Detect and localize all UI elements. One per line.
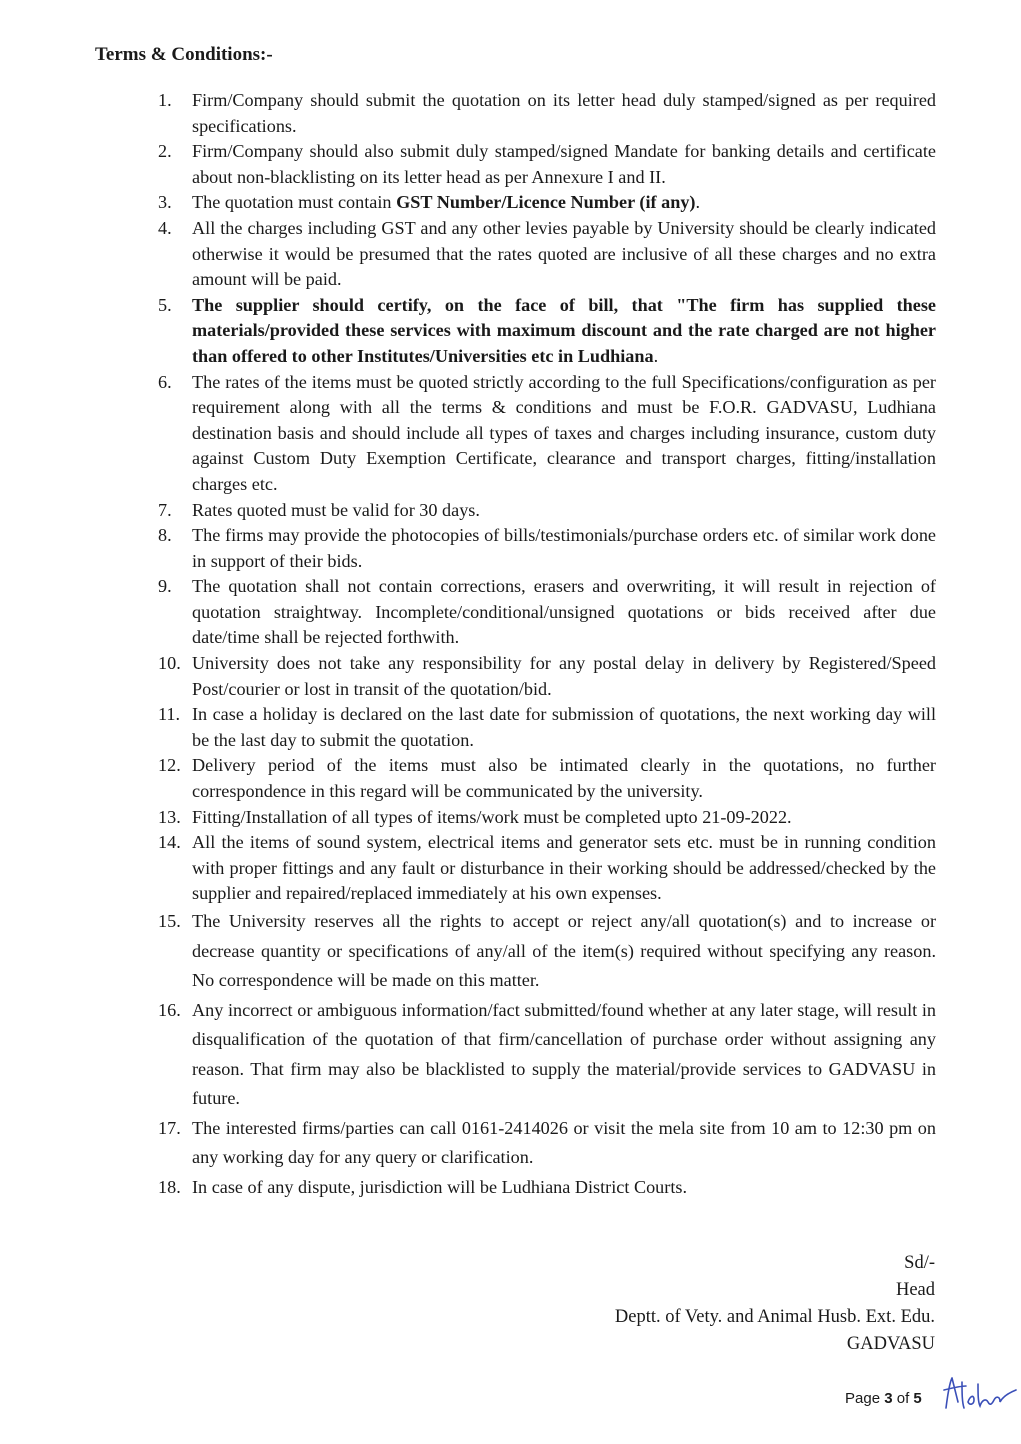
current-page: 3: [884, 1390, 893, 1407]
signature-title: Head: [895, 1280, 935, 1300]
term-number: 2.: [158, 141, 172, 162]
term-number: 11.: [158, 704, 181, 725]
term-item: [158, 651, 936, 702]
term-number: 14.: [158, 832, 181, 853]
term-text-bold: GST Number/Licence Number (if any): [396, 192, 696, 213]
term-number: 16.: [158, 999, 181, 1020]
term-item: [158, 293, 936, 370]
term-text: Firm/Company should submit the quotation on its letter head duly stamped/signed as per required specifications.: [192, 90, 936, 136]
signature-department: Deptt. of Vety. and Animal Husb. Ext. Edu.: [614, 1307, 935, 1327]
term-text-suffix: .: [653, 345, 659, 366]
term-text: In case a holiday is declared on the last date for submission of quotations, the next working day will be the last day to submit the quotation.: [192, 704, 936, 750]
term-item: [158, 523, 936, 574]
term-text: In case of any dispute, jurisdiction will be Ludhiana District Courts.: [192, 1176, 688, 1197]
handwritten-initials-icon: [940, 1372, 1018, 1416]
term-number: 7.: [158, 499, 172, 520]
term-number: 6.: [158, 371, 172, 392]
page-heading: Terms & Conditions:-: [95, 44, 273, 65]
total-pages: 5: [913, 1390, 922, 1407]
signature-block: [615, 1250, 935, 1358]
term-text: University does not take any responsibility for any postal delay in delivery by Registered/Speed Post/courier or lost in transit of the quotation/bid.: [192, 653, 936, 699]
signature-organization: GADVASU: [846, 1334, 935, 1354]
term-number: 4.: [158, 217, 172, 238]
term-text: The rates of the items must be quoted strictly according to the full Specifications/configuration as per requirement along with all the terms & conditions and must be F.O.R. GADVASU, Ludhiana destination basis and should include all types of taxes and charges including insurance, custom duty against Custom Duty Exemption Certificate, clearance and transport charges, fitting/installation charges etc.: [192, 371, 936, 494]
term-text: Any incorrect or ambiguous information/fact submitted/found whether at any later stage, will result in disqualification of the quotation of that firm/cancellation of purchase order without assigning any reason. That firm may also be blacklisted to supply the material/provide services to GADVASU in future.: [192, 999, 936, 1108]
term-item: [158, 996, 936, 1114]
signature-sd: Sd/-: [904, 1253, 935, 1273]
term-text: All the items of sound system, electrical items and generator sets etc. must be in running condition with proper fittings and any fault or disturbance in their working should be addressed/checked by the supplier and repaired/replaced immediately at his own expenses.: [192, 832, 936, 904]
term-number: 13.: [158, 806, 181, 827]
term-text: Delivery period of the items must also be intimated clearly in the quotations, no further correspondence in this regard will be communicated by the university.: [192, 755, 936, 802]
term-text: The quotation shall not contain corrections, erasers and overwriting, it will result in rejection of quotation straightway. Incomplete/conditional/unsigned quotations or bids received after due date/time shall be rejected forthwith.: [192, 576, 936, 648]
term-item: [158, 830, 936, 907]
term-item: [158, 190, 936, 216]
term-item: [158, 574, 936, 651]
term-text: The firms may provide the photocopies of bills/testimonials/purchase orders etc. of similar work done in support of their bids.: [192, 525, 936, 571]
term-item: [158, 702, 936, 753]
term-text: The interested firms/parties can call 0161-2414026 or visit the mela site from 10 am to 12:30 pm on any working day for any query or clarification.: [192, 1117, 936, 1167]
term-number: 8.: [158, 525, 172, 546]
term-number: 17.: [158, 1117, 181, 1138]
term-text-bold: The supplier should certify, on the face of bill, that "The firm has supplied these materials/provided these services with maximum discount and the rate charged are not higher than offered to other Institutes/Universities etc in Ludhiana: [192, 294, 936, 366]
page-word: Page: [845, 1390, 881, 1407]
term-item: [158, 88, 936, 139]
term-number: 3.: [158, 192, 172, 213]
term-item: [158, 753, 936, 804]
term-item: [158, 498, 936, 524]
term-item: [158, 907, 936, 996]
term-number: 1.: [158, 90, 172, 110]
term-number: 15.: [158, 911, 181, 931]
page-number: [845, 1390, 922, 1407]
term-text: All the charges including GST and any other levies payable by University should be clearly indicated otherwise it would be presumed that the rates quoted are inclusive of all these charges and no extra amount will be paid.: [192, 217, 936, 290]
term-item: [158, 370, 936, 498]
term-text-suffix: .: [695, 192, 701, 213]
term-item: [158, 1173, 936, 1203]
term-text: Rates quoted must be valid for 30 days.: [192, 499, 480, 520]
term-number: 18.: [158, 1176, 181, 1197]
term-text: The University reserves all the rights to accept or reject any/all quotation(s) and to increase or decrease quantity or specifications of any/all of the item(s) required without specifying any reason. No correspondence will be made on this matter.: [192, 911, 936, 990]
term-text: Fitting/Installation of all types of items/work must be completed upto 21-09-2022.: [192, 806, 792, 827]
term-item: [158, 139, 936, 190]
term-text: Firm/Company should also submit duly stamped/signed Mandate for banking details and certificate about non-blacklisting on its letter head as per Annexure I and II.: [192, 141, 936, 187]
terms-list: [158, 88, 936, 1202]
term-item: [158, 805, 936, 831]
term-text-prefix: The quotation must contain: [192, 192, 397, 213]
term-number: 12.: [158, 755, 181, 776]
term-number: 9.: [158, 576, 172, 597]
term-number: 10.: [158, 653, 181, 674]
term-item: [158, 216, 936, 293]
term-item: [158, 1114, 936, 1173]
term-number: 5.: [158, 294, 172, 315]
of-word: of: [896, 1390, 910, 1407]
